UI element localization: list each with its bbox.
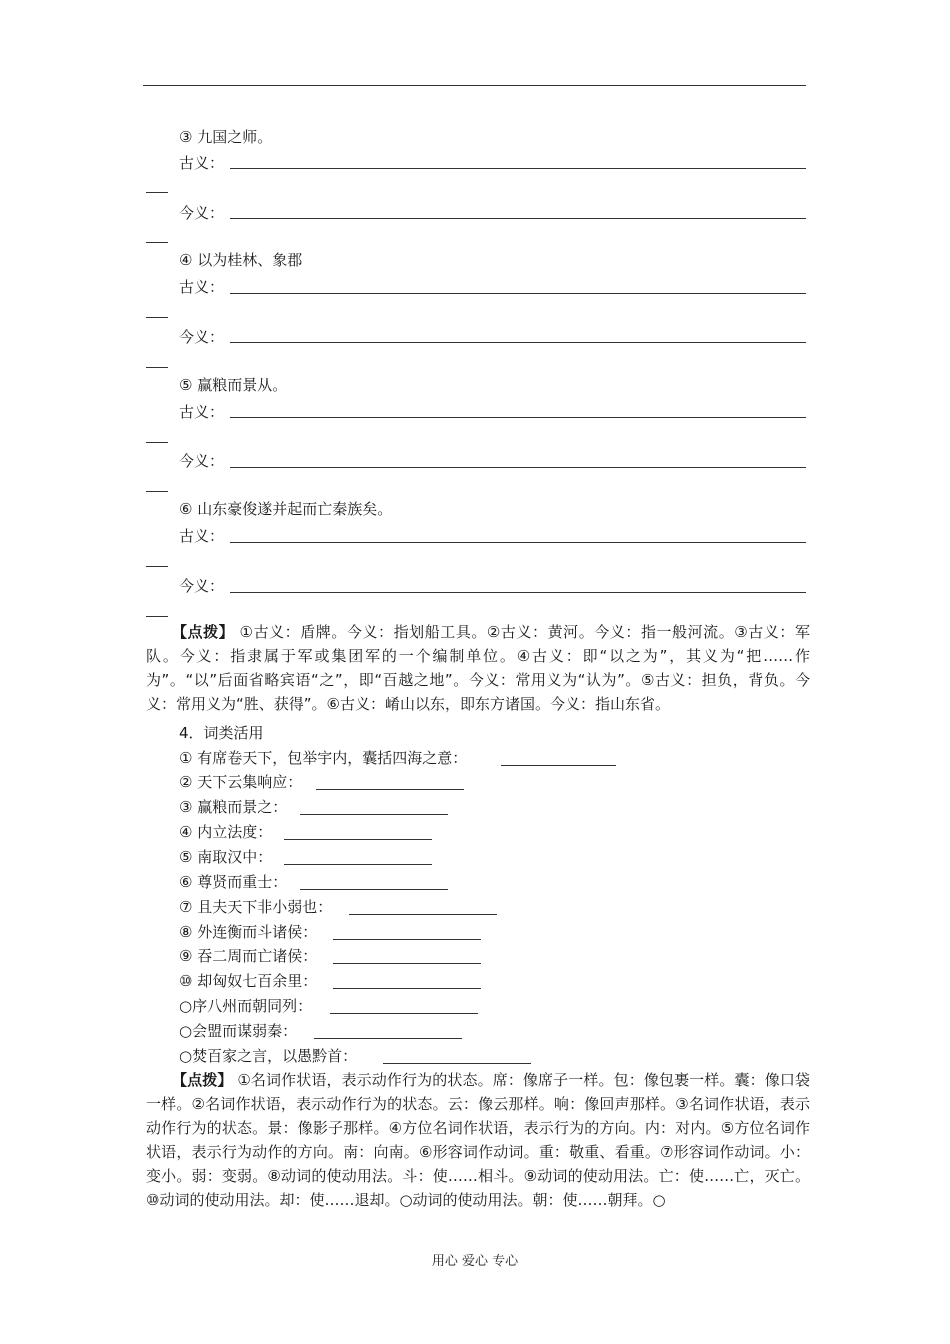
answer-blank[interactable] (349, 914, 497, 915)
sec4-item-8: ⑧ 外连衡而斗诸侯： (179, 923, 318, 941)
hint-paragraph-1 (146, 620, 810, 716)
section-4-title: 4．词类活用 (179, 724, 264, 742)
jin-yi-label: 今义： (179, 577, 225, 595)
header-rule (143, 85, 806, 86)
wrap-dash (146, 317, 168, 318)
answer-blank[interactable] (300, 814, 448, 815)
sec4-item-5: ⑤ 南取汉中： (179, 848, 273, 866)
sec4-item-1: ① 有席卷天下，包举宇内，囊括四海之意： (179, 749, 468, 767)
answer-blank[interactable] (230, 342, 806, 343)
question-text: ③ 九国之师。 (179, 128, 273, 146)
jin-yi-label: 今义： (179, 452, 225, 470)
answer-blank[interactable] (333, 939, 481, 940)
question-text: ④ 以为桂林、象郡 (179, 251, 303, 269)
sec4-item-4: ④ 内立法度： (179, 823, 273, 841)
answer-blank[interactable] (284, 839, 432, 840)
wrap-dash (146, 491, 168, 492)
wrap-dash (146, 367, 168, 368)
sec4-item-11: ○序八州而朝同列： (179, 997, 313, 1015)
question-text: ⑤ 赢粮而景从。 (179, 376, 288, 394)
gu-yi-label: 古义： (179, 527, 225, 545)
question-text: ⑥ 山东豪俊遂并起而亡秦族矣。 (179, 500, 393, 518)
sec4-item-12: ○会盟而谋弱秦： (179, 1022, 298, 1040)
answer-blank[interactable] (230, 542, 806, 543)
sec4-item-9: ⑨ 吞二周而亡诸侯： (179, 947, 318, 965)
hint-label: 【点拨】 (172, 623, 235, 641)
answer-blank[interactable] (316, 789, 464, 790)
hint-paragraph-2 (146, 1068, 810, 1212)
answer-blank[interactable] (333, 988, 481, 989)
answer-blank[interactable] (333, 963, 481, 964)
answer-blank[interactable] (230, 592, 806, 593)
hint-text: ①古义：盾牌。今义：指划船工具。②古义：黄河。今义：指一般河流。③古义：军队。今义：指隶属于军或集团军的一个编制单位。④古义：即“以之为”，其义为“把……作为”。“以”后面省略宾语“之”，即“百越之地”。今义：常用义为“认为”。⑤古义：担负，背负。今义：常用义为“胜、获得”。⑥古义：崤山以东，即东方诸国。今义：指山东省。 (146, 623, 810, 713)
answer-blank[interactable] (383, 1063, 531, 1064)
answer-blank[interactable] (230, 467, 806, 468)
wrap-dash (146, 566, 168, 567)
answer-blank[interactable] (230, 417, 806, 418)
sec4-item-6: ⑥ 尊贤而重士： (179, 873, 288, 891)
answer-blank[interactable] (284, 864, 432, 865)
wrap-dash (146, 616, 168, 617)
wrap-dash (146, 242, 168, 243)
gu-yi-label: 古义： (179, 278, 225, 296)
answer-blank[interactable] (230, 168, 806, 169)
jin-yi-label: 今义： (179, 204, 225, 222)
answer-blank[interactable] (501, 765, 616, 766)
sec4-item-3: ③ 赢粮而景之： (179, 798, 288, 816)
answer-blank[interactable] (314, 1038, 462, 1039)
sec4-item-10: ⑩ 却匈奴七百余里： (179, 972, 318, 990)
hint-text: ①名词作状语，表示动作行为的状态。席：像席子一样。包：像包裹一样。囊：像口袋一样。②名词作状语，表示动作行为的状态。云：像云那样。响：像回声那样。③名词作状语，表示动作行为的状态。景：像影子那样。④方位名词作状语，表示行为的方向。内：对内。⑤方位名词作状语，表示行为动作的方向。南：向南。⑥形容词作动词。重：敬重、看重。⑦形容词作动词。小：变小。弱：变弱。⑧动词的使动用法。斗：使……相斗。⑨动词的使动用法。亡：使……亡，灭亡。⑩动词的使动用法。却：使……退却。○动词的使动用法。朝：使……朝拜。○ (146, 1071, 810, 1209)
wrap-dash (146, 442, 168, 443)
gu-yi-label: 古义： (179, 403, 225, 421)
sec4-item-7: ⑦ 且夫天下非小弱也： (179, 898, 333, 916)
wrap-dash (146, 192, 168, 193)
sec4-item-13: ○焚百家之言，以愚黔首： (179, 1047, 358, 1065)
jin-yi-label: 今义： (179, 328, 225, 346)
answer-blank[interactable] (230, 218, 806, 219)
sec4-item-2: ② 天下云集响应： (179, 773, 303, 791)
answer-blank[interactable] (230, 293, 806, 294)
answer-blank[interactable] (330, 1013, 478, 1014)
gu-yi-label: 古义： (179, 154, 225, 172)
answer-blank[interactable] (300, 889, 448, 890)
page-footer: 用心 爱心 专心 (431, 1254, 519, 1269)
hint-label: 【点拨】 (172, 1071, 233, 1089)
